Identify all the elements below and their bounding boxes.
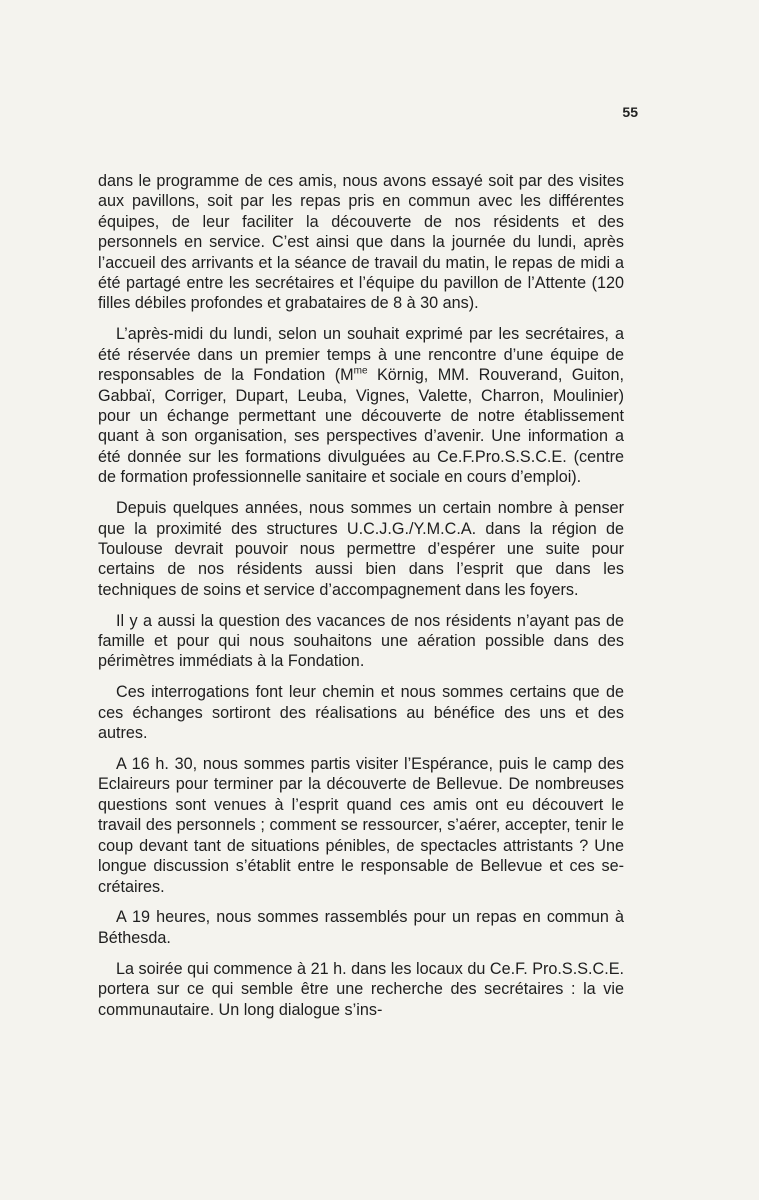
paragraph-segment: L’après-midi du lundi, selon un souhait exprimé par les secrétaires, a été réservée dans un premier temps à une rencontre d’une équipe de responsables de la Fondation (M [98,325,624,385]
paragraph: Il y a aussi la question des vacances de nos résidents n’ayant pas de famille et pour qui nous souhaitons une aération possible dans des périmètres immédiats à la Fondation. [98,611,624,671]
paragraph: A 16 h. 30, nous sommes partis visiter l’Espérance, puis le camp des Eclaireurs pour terminer par la découverte de Bellevue. De nombreuses questions sont venues à l’esprit quand ces amis ont eu découvert le travail des personnels ; comment se ressourcer, s’aérer, accepter, tenir le coup devant tant de situations pénibles, de spectacles attristants ? Une longue discussion s’établit entre le responsable de Bellevue et ces secrétaires. [98,755,624,896]
paragraph-segment: Körnig, MM. Rouverand, Guiton, Gabbaï, Corriger, Dupart, Leuba, Vignes, Valette, Charron, Moulinier) pour un échange permettant une découverte de notre établissement quant à son organisation, ses perspectives d’avenir. Une information a été donnée sur les formations divulguées au Ce.F.Pro.S.S.C.E. (centre de formation professionnelle sanitaire et sociale en cours d’emploi). [98,366,624,487]
superscript-abbreviation: me [353,365,368,377]
paragraph [98,324,624,487]
body-text [98,171,624,1030]
paragraph: dans le programme de ces amis, nous avons essayé soit par des visites aux pavillons, soit par les repas pris en commun avec les différentes équipes, de leur faciliter la découverte de nos résidents et des personnels en service. C’est ainsi que dans la journée du lundi, après l’accueil des arrivants et la séance de travail du matin, le repas de midi a été partagé entre les secrétaires et l’équipe du pavillon de l’Attente (120 filles débiles profondes et grabataires de 8 à 30 ans). [98,172,624,313]
paragraph: Ces interrogations font leur chemin et nous sommes certains que de ces échanges sortiront des réalisations au bénéfice des uns et des autres. [98,683,624,743]
paragraph: La soirée qui commence à 21 h. dans les locaux du Ce.F. Pro.S.S.C.E. portera sur ce qui semble être une recherche des secrétaires : la vie communautaire. Un long dialogue s’ins- [98,959,624,1019]
page-number: 55 [622,104,638,120]
paragraph: Depuis quelques années, nous sommes un certain nombre à penser que la proximité des structures U.C.J.G./Y.M.C.A. dans la région de Toulouse devrait pouvoir nous permettre d’espérer une suite pour certains de nos résidents aussi bien dans l’esprit que dans les techniques de soins et service d’accompagnement dans les foyers. [98,499,624,599]
paragraph: A 19 heures, nous sommes rassemblés pour un repas en commun à Béthesda. [98,908,624,947]
